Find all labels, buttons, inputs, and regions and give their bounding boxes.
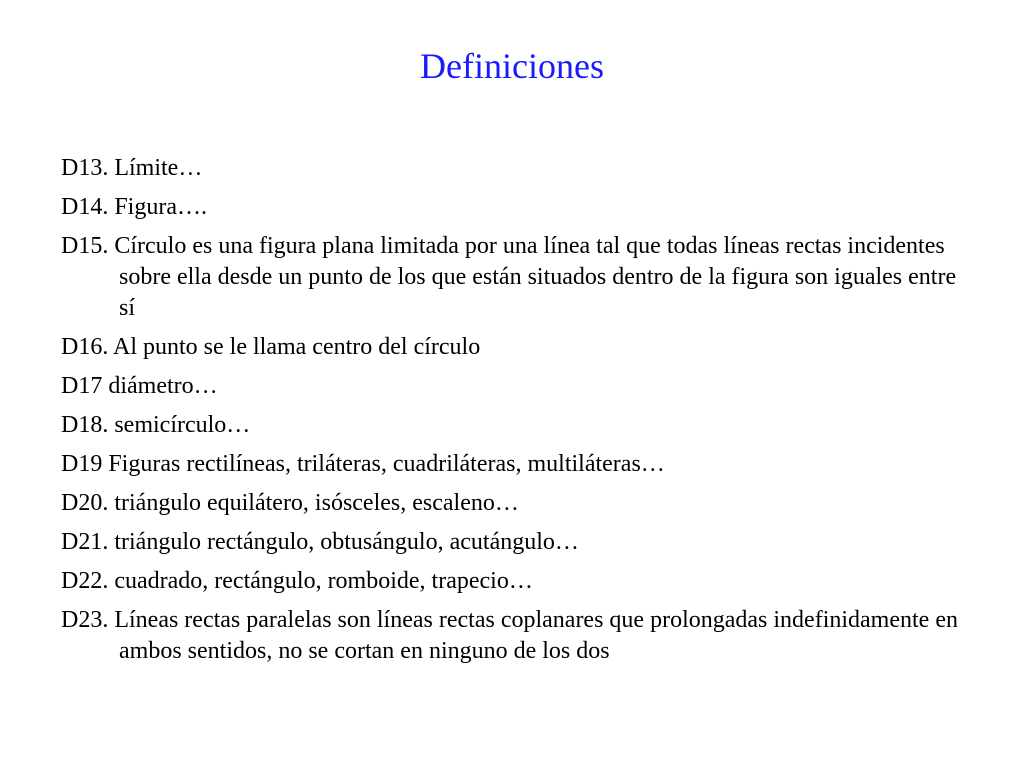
definition-item-d19: D19 Figuras rectilíneas, triláteras, cuadriláteras, multiláteras… xyxy=(61,451,665,477)
definition-item-d23: D23. Líneas rectas paralelas son líneas rectas coplanares que prolongadas indefinidamente en ambos sentidos, no se cortan en ninguno de los dos xyxy=(61,607,958,664)
definition-item-d18: D18. semicírculo… xyxy=(61,412,251,438)
definition-item-d15: D15. Círculo es una figura plana limitada por una línea tal que todas líneas rectas incidentes sobre ella desde un punto de los que están situados dentro de la figura son iguales entre sí xyxy=(61,233,957,321)
definition-item-d13: D13. Límite… xyxy=(61,155,203,181)
slide-title: Definiciones xyxy=(420,46,604,86)
definitions-list xyxy=(61,153,961,675)
definition-item-d17: D17 diámetro… xyxy=(61,373,218,399)
definition-item-d21: D21. triángulo rectángulo, obtusángulo, acutángulo… xyxy=(61,529,579,555)
definition-item-d20: D20. triángulo equilátero, isósceles, escaleno… xyxy=(61,490,519,516)
definition-item-d16: D16. Al punto se le llama centro del círculo xyxy=(61,334,481,360)
definition-item-d22: D22. cuadrado, rectángulo, romboide, trapecio… xyxy=(61,568,533,594)
definition-item-d14: D14. Figura…. xyxy=(61,194,207,220)
